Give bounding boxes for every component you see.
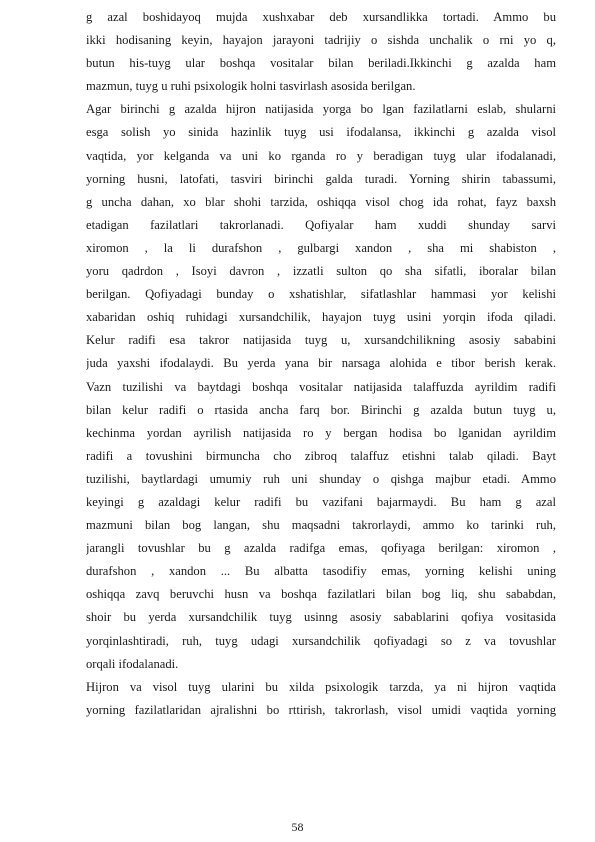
text-line: juda yaxshi ifodalaydi. Bu yerda yana bir narsaga alohida e tibor berish kerak. bbox=[86, 356, 556, 371]
text-line: Hijron va visol tuyg ularini bu xilda psixologik tarzda, ya ni hijron vaqtida bbox=[86, 679, 556, 694]
text-line: mazmuni bilan bog langan, shu maqsadni takrorlaydi, ammo ko tarinki ruh, bbox=[86, 518, 556, 533]
text-line: radifi a tovushini birmuncha cho zibroq talaffuz etishni talab qiladi. Bayt bbox=[86, 448, 556, 463]
text-line: yorning husni, latofati, tasviri birinchi galda turadi. Yorning shirin tabassumi, bbox=[86, 171, 556, 186]
text-line: oshiqqa zavq beruvchi husn va boshqa fazilatlari bilan bog liq, shu sababdan, bbox=[86, 587, 556, 602]
text-line: tuzilishi, baytlardagi umumiy ruh uni shunday o qishga majbur etadi. Ammo bbox=[86, 471, 556, 486]
text-line: yorning fazilatlaridan ajralishni bo rttirish, takrorlash, visol umidi vaqtida yorning bbox=[86, 702, 556, 717]
text-line: butun his-tuyg ular boshqa vositalar bilan beriladi.Ikkinchi g azalda ham bbox=[86, 56, 556, 71]
text-line: Agar birinchi g azalda hijron natijasida yorga bo lgan fazilatlarni eslab, shularni bbox=[86, 102, 556, 117]
text-line: etadigan fazilatlari takrorlanadi. Qofiyalar ham xuddi shunday sarvi bbox=[86, 217, 556, 232]
text-line: yorqinlashtiradi, ruh, tuyg udagi xursandchilik qofiyadagi so z va tovushlar bbox=[86, 633, 556, 648]
text-line: g azal boshidayoq mujda xushxabar deb xursandlikka tortadi. Ammo bu bbox=[86, 10, 556, 24]
text-line: keyingi g azaldagi kelur radifi bu vazifani bajarmaydi. Bu ham g azal bbox=[86, 494, 556, 509]
text-line: mazmun, tuyg u ruhi psixologik holni tasvirlash asosida berilgan. bbox=[86, 79, 416, 94]
text-line: esga solish yo sinida hazinlik tuyg usi ifodalansa, ikkinchi g azalda visol bbox=[86, 125, 556, 140]
text-line: jarangli tovushlar bu g azalda radifga emas, qofiyaga berilgan: xiromon , bbox=[86, 541, 556, 556]
document-page bbox=[86, 6, 556, 722]
text-line: bilan kelur radifi o rtasida ancha farq bor. Birinchi g azalda butun tuyg u, bbox=[86, 402, 556, 417]
text-line: vaqtida, yor kelganda va uni ko rganda ro y beradigan tuyg ular ifodalanadi, bbox=[86, 148, 556, 163]
text-line: kechinma yordan ayrilish natijasida ro y bergan hodisa bo lganidan ayrildim bbox=[86, 425, 556, 440]
text-line: ikki hodisaning keyin, hayajon jarayoni tadrijiy o sishda unchalik o rni yo q, bbox=[86, 33, 556, 48]
text-line: xabaridan oshiq ruhidagi xursandchilik, hayajon tuyg usini yorqin ifoda qiladi. bbox=[86, 310, 556, 325]
text-line: Kelur radifi esa takror natijasida tuyg u, xursandchilikning asosiy sababini bbox=[86, 333, 556, 348]
text-line: shoir bu yerda xursandchilik tuyg usinng asosiy sabablarini qofiya vositasida bbox=[86, 610, 556, 625]
text-line: yoru qadrdon , Isoyi davron , izzatli sulton qo sha sifatli, iboralar bilan bbox=[86, 264, 556, 279]
text-line: berilgan. Qofiyadagi bunday o xshatishlar, sifatlashlar hammasi yor kelishi bbox=[86, 287, 556, 302]
text-line: xiromon , la li durafshon , gulbargi xandon , sha mi shabiston , bbox=[86, 240, 556, 255]
text-line: orqali ifodalanadi. bbox=[86, 656, 179, 671]
page-number: 58 bbox=[291, 820, 304, 834]
text-line: g uncha dahan, xo blar shohi tarzida, oshiqqa visol chog ida rohat, fayz baxsh bbox=[86, 194, 556, 209]
text-line: durafshon , xandon ... Bu albatta tasodifiy emas, yorning kelishi uning bbox=[86, 564, 556, 579]
text-line: Vazn tuzilishi va baytdagi boshqa vositalar natijasida talaffuzda ayrildim radifi bbox=[86, 379, 556, 394]
